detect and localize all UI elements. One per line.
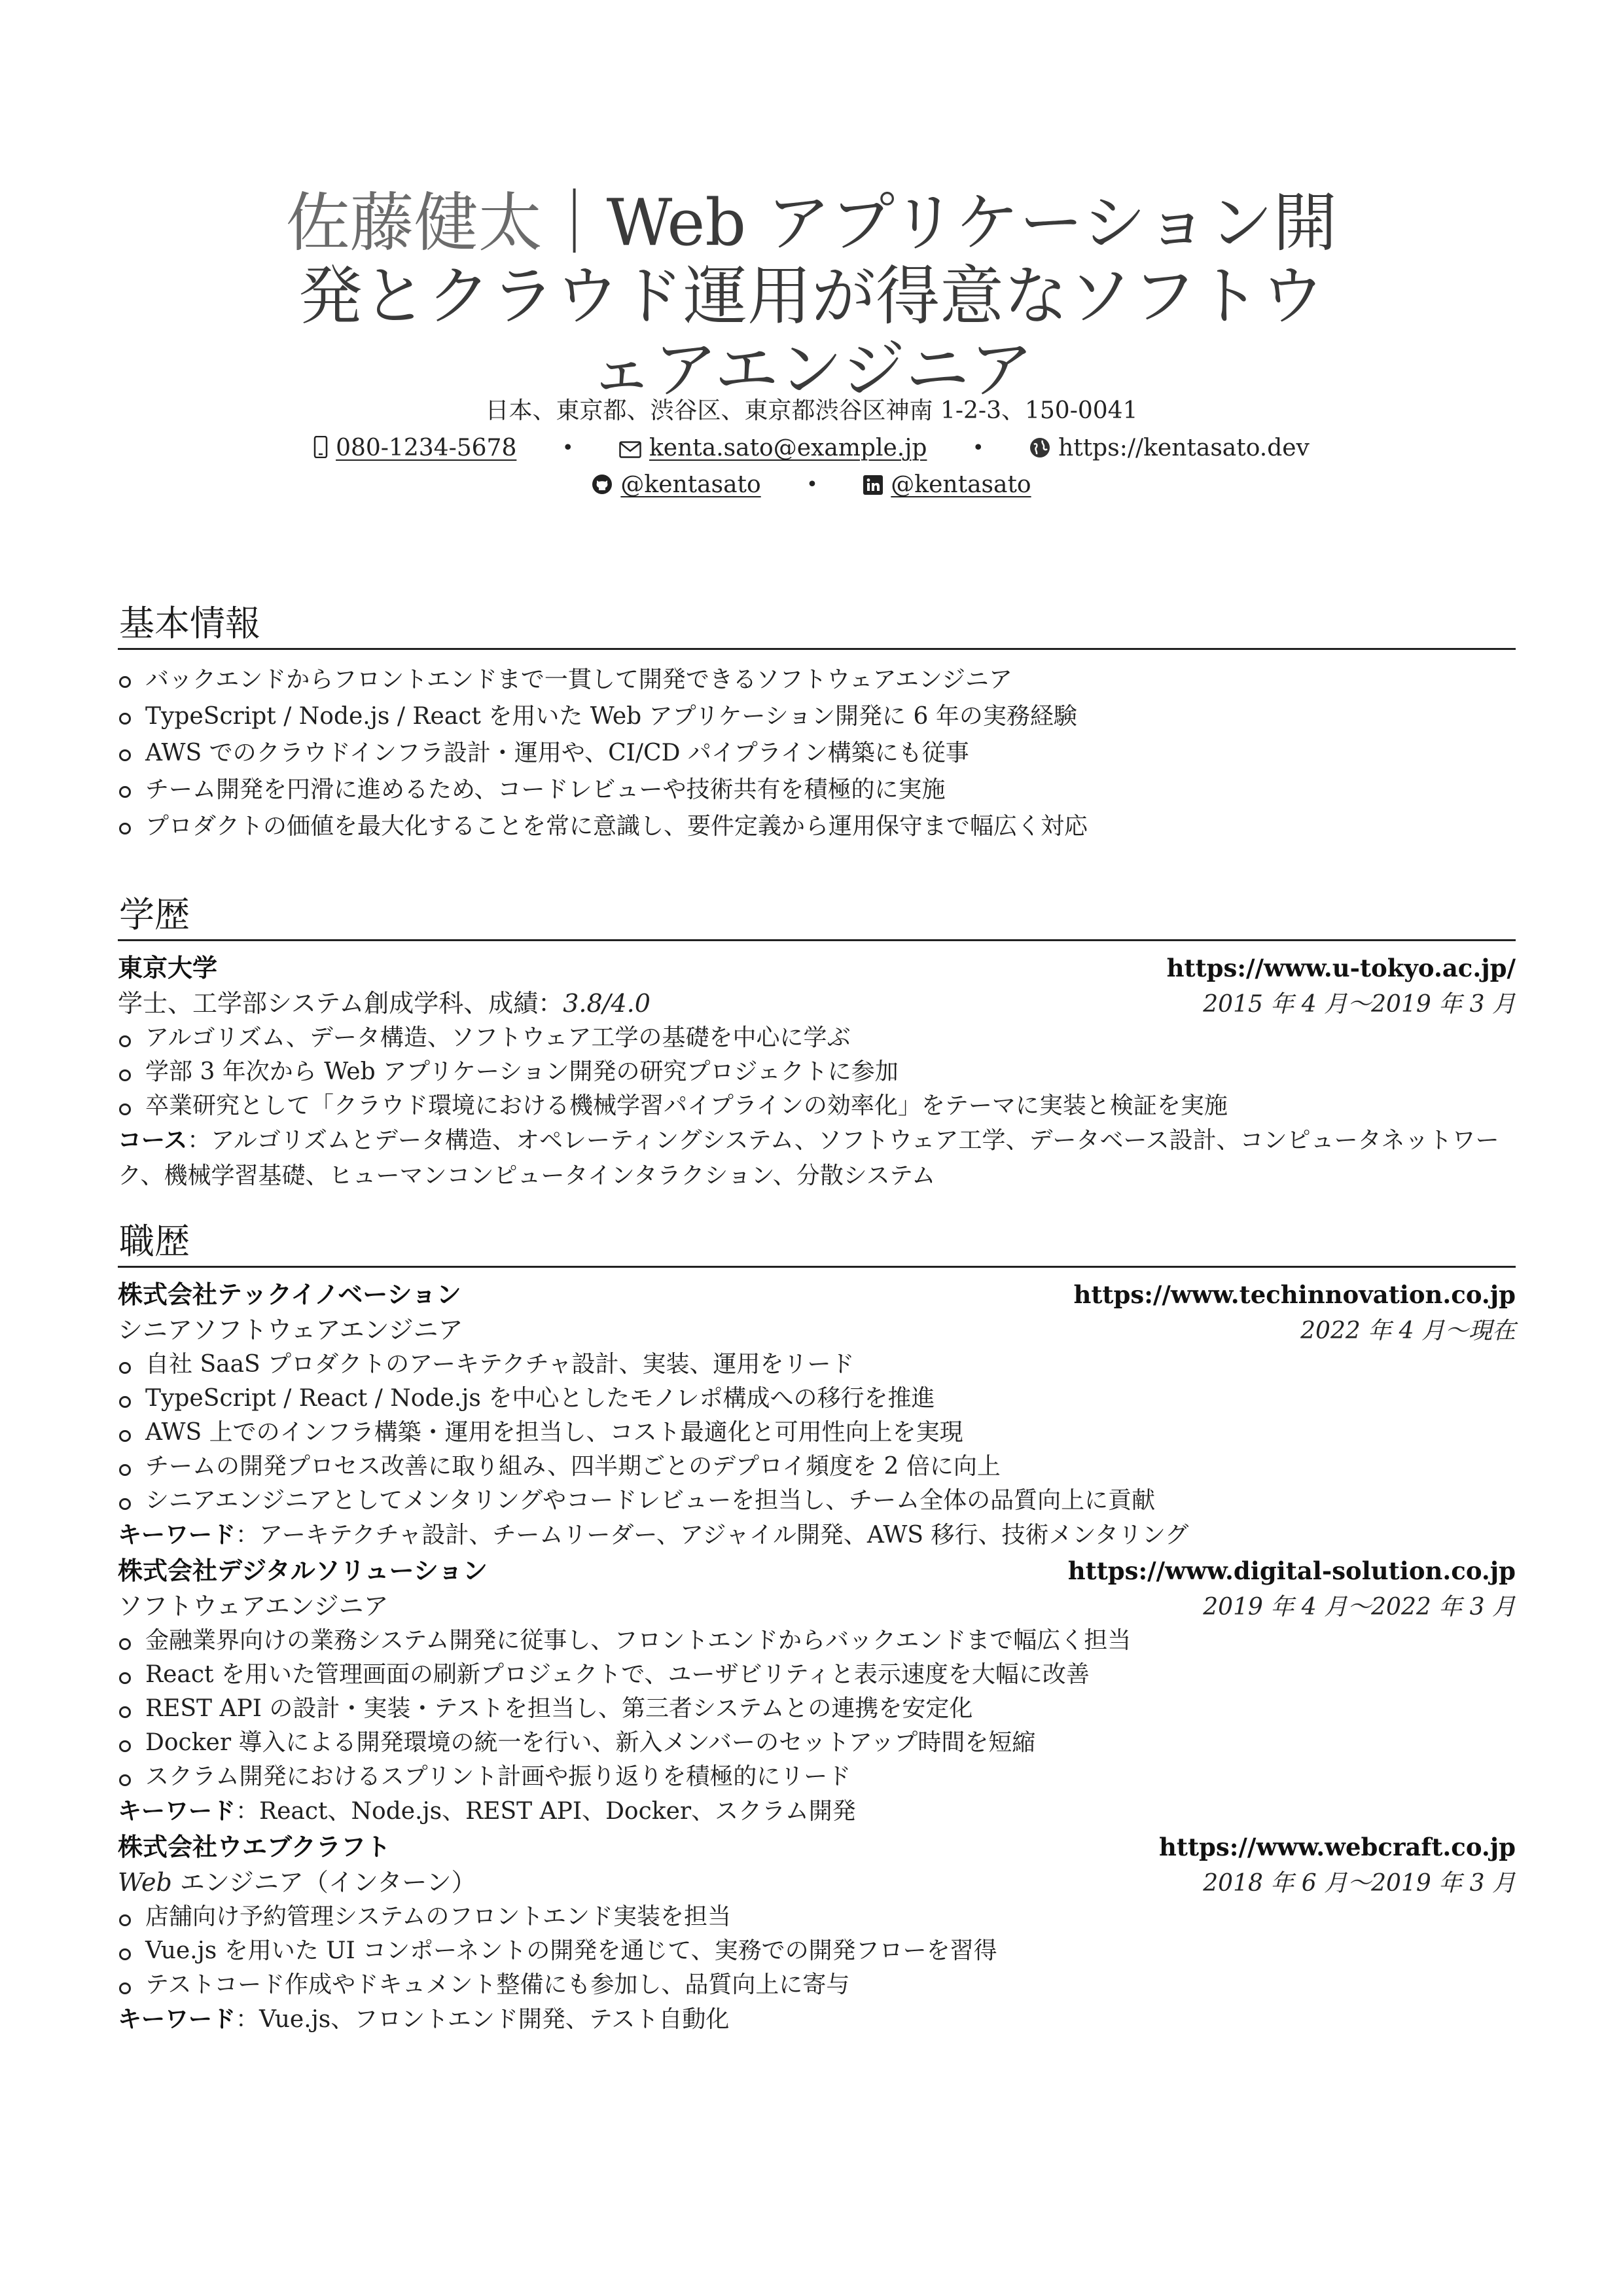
job-subheader: [118, 1588, 1516, 1624]
job-duties: [118, 1900, 1516, 2002]
coursework: [118, 1123, 1516, 1194]
job-keywords: [118, 1518, 1516, 1553]
summary-list: [118, 662, 1516, 845]
heading-line-1: [0, 187, 1623, 260]
list-item: スクラム開発におけるスプリント計画や振り返りを積極的にリード: [118, 1760, 1516, 1794]
phone-contact[interactable]: [313, 432, 516, 467]
degree: [118, 986, 651, 1021]
address: 日本、東京都、渋谷区、東京都渋谷区神南 1-2-3、150-0041: [485, 397, 1138, 424]
job-title: [118, 1865, 476, 1900]
contact-row-2: [0, 469, 1623, 504]
list-item: Docker 導入による開発環境の統一を行い、新入メンバーのセットアップ時間を短縮: [118, 1726, 1516, 1760]
course-line-2: ク、機械学習基礎、ヒューマンコンピュータインタラクション、分散システム: [118, 1162, 936, 1189]
heading-separator: ｜: [542, 186, 607, 260]
list-item: React を用いた管理画面の刷新プロジェクトで、ユーザビリティと表示速度を大幅に改善: [118, 1658, 1516, 1692]
section-divider: [118, 1266, 1516, 1268]
envelope-icon: [619, 435, 641, 467]
job-dates: 2022 年 4 月〜現在: [1300, 1318, 1516, 1344]
list-item: 店舗向け予約管理システムのフロントエンド実装を担当: [118, 1900, 1516, 1934]
job-header: [118, 1553, 1516, 1588]
job-title: ソフトウェアエンジニア: [118, 1592, 389, 1621]
contact-row-1: [0, 432, 1623, 467]
job-subheader: [118, 1865, 1516, 1900]
section-divider: [118, 939, 1516, 941]
job-subheader: [118, 1312, 1516, 1348]
list-item: プロダクトの価値を最大化することを常に意識し、要件定義から運用保守まで幅広く対応: [118, 808, 1516, 845]
website-contact[interactable]: [1029, 432, 1310, 467]
list-item: シニアエンジニアとしてメンタリングやコードレビューを担当し、チーム全体の品質向上に貢献: [118, 1484, 1516, 1518]
list-item: TypeScript / Node.js / React を用いた Web アプリケーション開発に 6 年の実務経験: [118, 698, 1516, 735]
course-label: コース: [118, 1127, 188, 1154]
linkedin-link[interactable]: @kentasato: [891, 471, 1031, 498]
list-item: AWS でのクラウドインフラ設計・運用や、CI/CD パイプライン構築にも従事: [118, 735, 1516, 772]
globe-icon: [1029, 435, 1050, 467]
company-url[interactable]: https://www.webcraft.co.jp: [1158, 1833, 1516, 1861]
list-item: 自社 SaaS プロダクトのアーキテクチャ設計、実装、運用をリード: [118, 1348, 1516, 1382]
gpa: 3.8/4.0: [563, 989, 651, 1018]
list-item: チーム開発を円滑に進めるため、コードレビューや技術共有を積極的に実施: [118, 772, 1516, 808]
company-url[interactable]: https://www.digital-solution.co.jp: [1067, 1556, 1516, 1585]
job-header: [118, 1829, 1516, 1865]
headline-part-1: Web アプリケーション開: [606, 186, 1338, 260]
list-item: 卒業研究として「クラウド環境における機械学習パイプラインの効率化」をテーマに実装と検証を実施: [118, 1089, 1516, 1123]
phone-link[interactable]: 080-1234-5678: [336, 435, 517, 461]
github-icon: [592, 471, 613, 504]
section-title: 基本情報: [119, 603, 260, 644]
list-item: AWS 上でのインフラ構築・運用を担当し、コスト最適化と可用性向上を実現: [118, 1416, 1516, 1450]
job-title: シニアソフトウェアエンジニア: [118, 1316, 463, 1344]
phone-icon: [313, 435, 328, 467]
keyword-values: ：Vue.js、フロントエンド開発、テスト自動化: [236, 2006, 730, 2033]
headline-part-3: ェアエンジニア: [589, 332, 1034, 407]
job-entry: [118, 1553, 1516, 1829]
job-keywords: [118, 1794, 1516, 1829]
list-item: REST API の設計・実装・テストを担当し、第三者システムとの連携を安定化: [118, 1692, 1516, 1726]
linkedin-icon: [863, 471, 883, 504]
job-dates: 2018 年 6 月〜2019 年 3 月: [1203, 1870, 1516, 1897]
section-divider: [118, 648, 1516, 650]
email-link[interactable]: kenta.sato@example.jp: [649, 435, 927, 461]
education-section: [118, 892, 1516, 1194]
course-line-1: ：アルゴリズムとデータ構造、オペレーティングシステム、ソフトウェア工学、データベース設計、コンピュータネットワー: [187, 1127, 1499, 1154]
website-link[interactable]: https://kentasato.dev: [1058, 435, 1310, 461]
section-title: 職歴: [119, 1221, 190, 1262]
job-title-ja: エンジニア（インターン）: [179, 1868, 476, 1897]
education-subheader: [118, 986, 1516, 1021]
keyword-label: キーワード: [118, 2006, 236, 2033]
section-title: 学歴: [119, 894, 190, 935]
email-contact[interactable]: [619, 432, 927, 467]
keyword-label: キーワード: [118, 1798, 236, 1825]
education-list: [118, 1021, 1516, 1123]
job-keywords: [118, 2002, 1516, 2037]
experience-section: [118, 1219, 1516, 2037]
keyword-label: キーワード: [118, 1522, 236, 1549]
linkedin-contact[interactable]: [863, 469, 1031, 504]
person-name: 佐藤健太: [285, 186, 543, 260]
job-entry: [118, 1829, 1516, 2037]
github-contact[interactable]: [592, 469, 760, 504]
list-item: 金融業界向けの業務システム開発に従事し、フロントエンドからバックエンドまで幅広く担当: [118, 1624, 1516, 1658]
summary-section: [118, 601, 1516, 845]
list-item: チームの開発プロセス改善に取り組み、四半期ごとのデプロイ頻度を 2 倍に向上: [118, 1450, 1516, 1484]
list-item: Vue.js を用いた UI コンポーネントの開発を通じて、実務での開発フローを習得: [118, 1934, 1516, 1968]
headline-part-2: 発とクラウド運用が得意なソフトウ: [298, 259, 1325, 334]
contact-separator: •: [806, 473, 818, 496]
company-name: 株式会社ウエブクラフト: [118, 1833, 391, 1861]
keyword-values: ：React、Node.js、REST API、Docker、スクラム開発: [236, 1798, 856, 1825]
degree-text: 学士、工学部システム創成学科、成績：: [118, 989, 563, 1018]
list-item: アルゴリズム、データ構造、ソフトウェア工学の基礎を中心に学ぶ: [118, 1021, 1516, 1055]
school-url[interactable]: https://www.u-tokyo.ac.jp/: [1166, 954, 1516, 982]
school-name: 東京大学: [118, 954, 218, 982]
keyword-values: ：アーキテクチャ設計、チームリーダー、アジャイル開発、AWS 移行、技術メンタリング: [236, 1522, 1189, 1549]
job-header: [118, 1277, 1516, 1312]
github-link[interactable]: @kentasato: [620, 471, 761, 498]
list-item: テストコード作成やドキュメント整備にも参加し、品質向上に寄与: [118, 1968, 1516, 2002]
list-item: 学部 3 年次から Web アプリケーション開発の研究プロジェクトに参加: [118, 1055, 1516, 1089]
education-header: [118, 950, 1516, 986]
resume-heading: [0, 187, 1623, 406]
job-duties: [118, 1348, 1516, 1518]
job-duties: [118, 1624, 1516, 1794]
company-name: 株式会社テックイノベーション: [118, 1280, 461, 1309]
company-url[interactable]: https://www.techinnovation.co.jp: [1073, 1280, 1516, 1309]
job-title-en: Web: [118, 1868, 172, 1897]
list-item: TypeScript / React / Node.js を中心としたモノレポ構成への移行を推進: [118, 1382, 1516, 1416]
education-dates: 2015 年 4 月〜2019 年 3 月: [1203, 991, 1516, 1018]
job-dates: 2019 年 4 月〜2022 年 3 月: [1203, 1594, 1516, 1621]
list-item: バックエンドからフロントエンドまで一貫して開発できるソフトウェアエンジニア: [118, 662, 1516, 698]
job-entry: [118, 1277, 1516, 1553]
contact-separator: •: [972, 437, 984, 459]
contact-separator: •: [562, 437, 574, 459]
company-name: 株式会社デジタルソリューション: [118, 1556, 488, 1585]
